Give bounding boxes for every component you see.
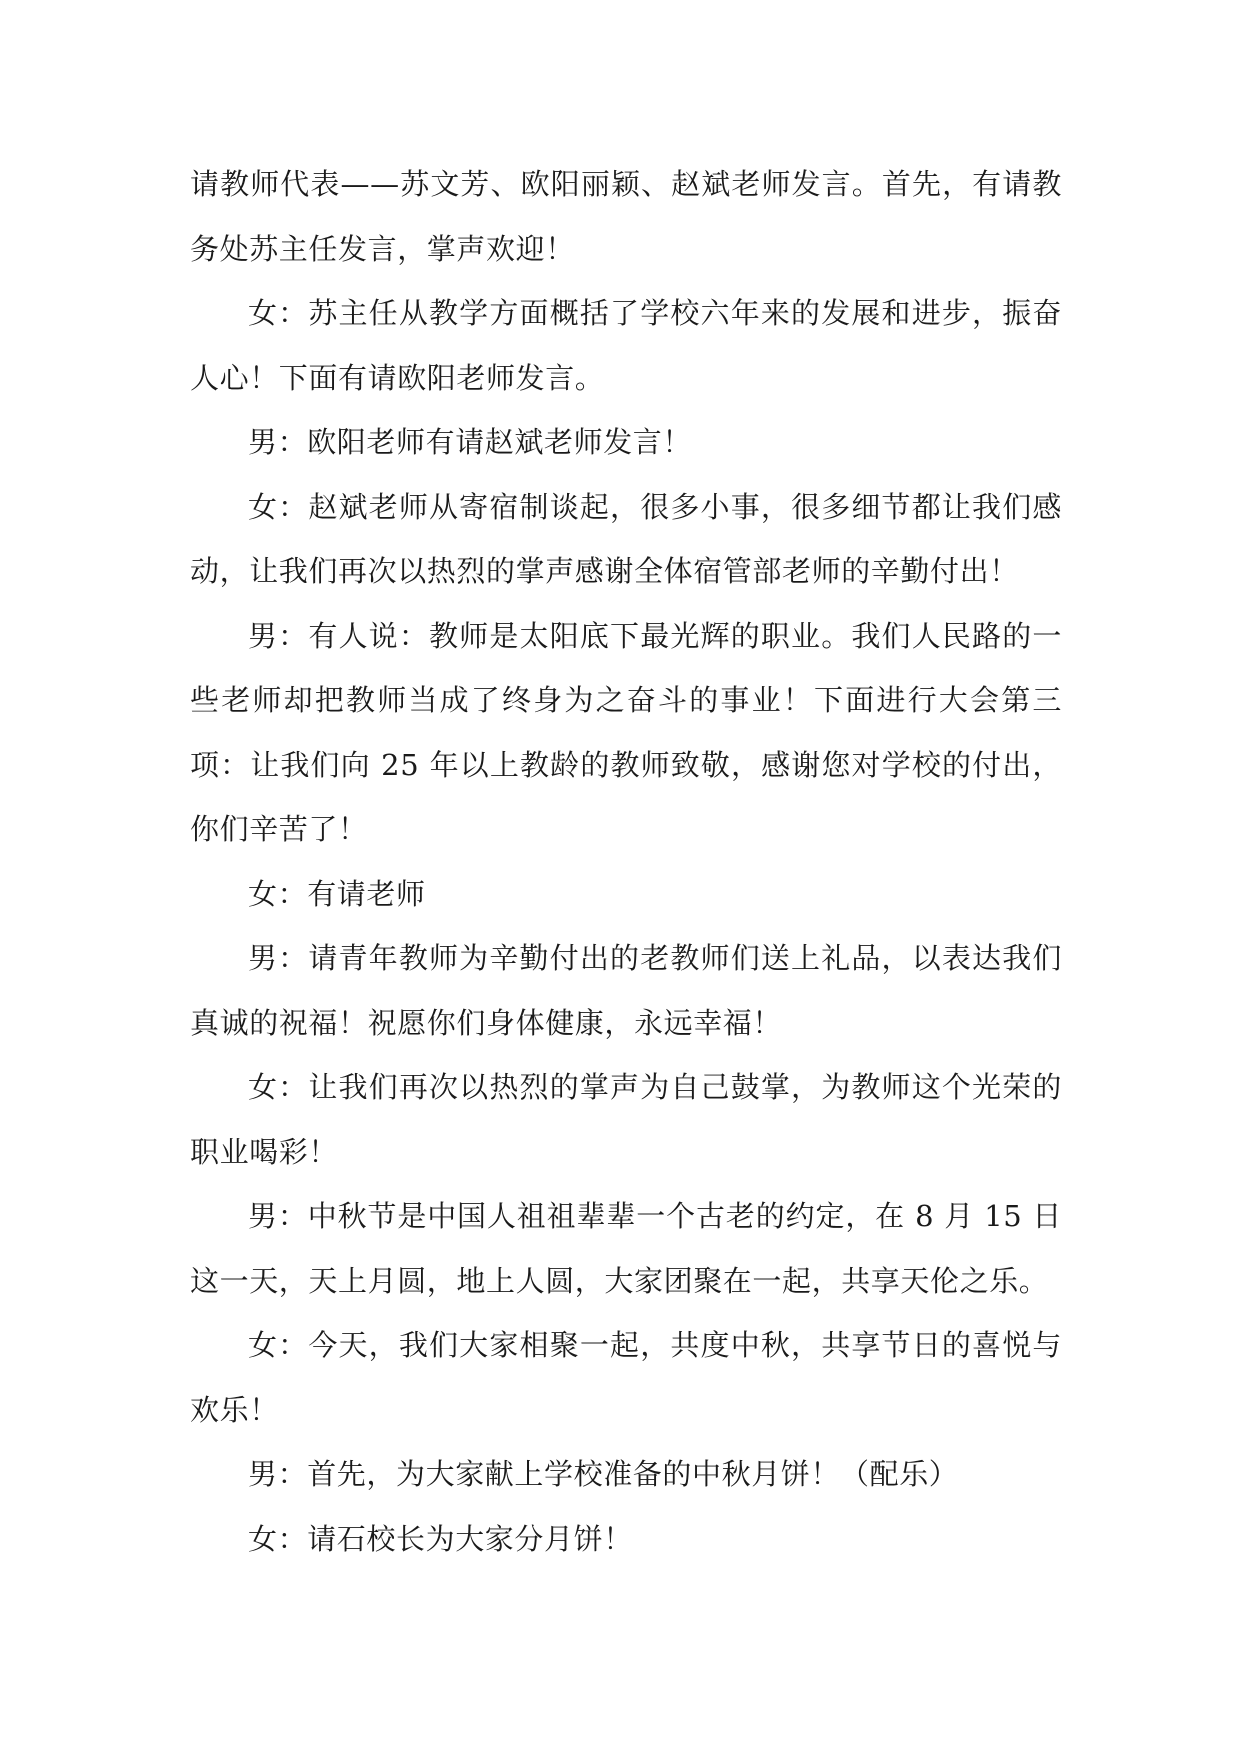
paragraph-male-4: 男：中秋节是中国人祖祖辈辈一个古老的约定，在 8 月 15 日这一天，天上月圆，地上人圆，大家团聚在一起，共享天伦之乐。 [190,1199,1062,1298]
paragraph-female-5: 女：今天，我们大家相聚一起，共度中秋，共享节日的喜悦与欢乐！ [190,1328,1062,1427]
paragraph-male-1: 男：欧阳老师有请赵斌老师发言！ [248,425,693,459]
paragraph-continued: 请教师代表——苏文芳、欧阳丽颖、赵斌老师发言。首先，有请教务处苏主任发言，掌声欢迎！ [190,167,1062,266]
paragraph-female-1: 女：苏主任从教学方面概括了学校六年来的发展和进步，振奋人心！下面有请欧阳老师发言。 [190,296,1062,395]
paragraph-male-5: 男：首先，为大家献上学校准备的中秋月饼！（配乐） [248,1457,959,1491]
paragraph-male-3: 男：请青年教师为辛勤付出的老教师们送上礼品，以表达我们真诚的祝福！祝愿你们身体健康，永远幸福！ [190,941,1062,1040]
document-body [190,152,1062,1571]
paragraph-female-4: 女：让我们再次以热烈的掌声为自己鼓掌，为教师这个光荣的职业喝彩！ [190,1070,1062,1169]
paragraph-female-6: 女：请石校长为大家分月饼！ [248,1521,633,1556]
paragraph-female-2: 女：赵斌老师从寄宿制谈起，很多小事，很多细节都让我们感动，让我们再次以热烈的掌声感谢全体宿管部老师的辛勤付出！ [190,489,1062,588]
paragraph-female-3: 女：有请老师 [248,876,426,911]
paragraph-male-2: 男：有人说：教师是太阳底下最光辉的职业。我们人民路的一些老师却把教师当成了终身为之奋斗的事业！下面进行大会第三项：让我们向 25 年以上教龄的教师致敬，感谢您对学校的付出，你们辛苦了！ [190,618,1062,846]
